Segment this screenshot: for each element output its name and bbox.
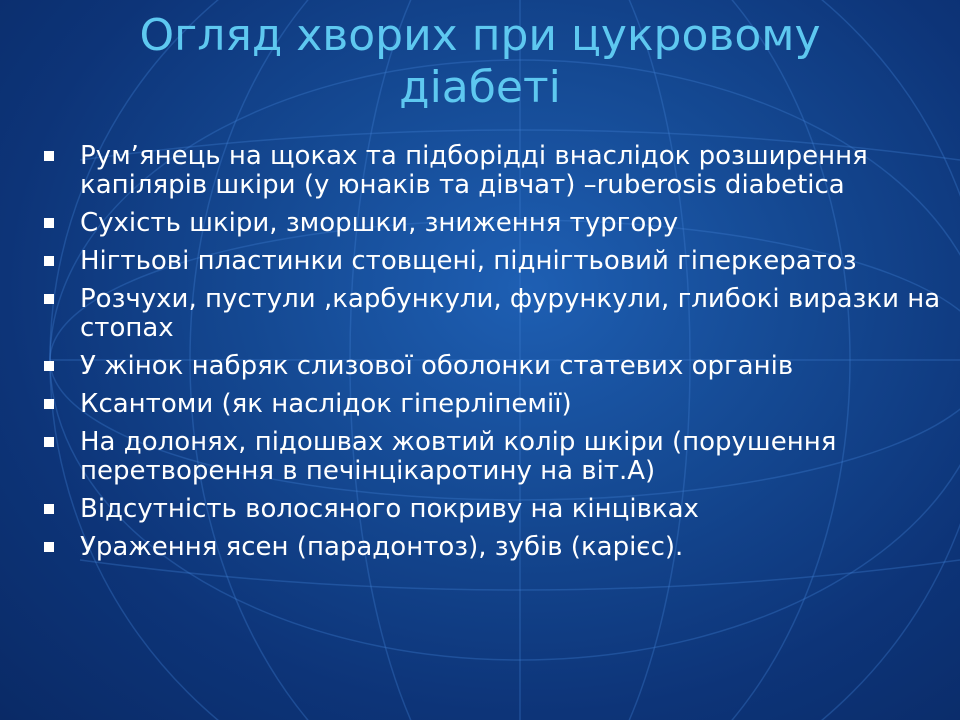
- bullet-item: [44, 247, 944, 276]
- bullet-item: [44, 428, 944, 486]
- square-bullet-icon: [44, 504, 54, 514]
- square-bullet-icon: [44, 256, 54, 266]
- bullet-text: Сухість шкіри, зморшки, зниження тургору: [80, 208, 679, 238]
- bullet-item: [44, 352, 944, 381]
- square-bullet-icon: [44, 151, 54, 161]
- bullet-text: На долонях, підошвах жовтий колір шкіри (порушення перетворення в печінцікаротину на віт.А): [80, 427, 837, 486]
- square-bullet-icon: [44, 218, 54, 228]
- square-bullet-icon: [44, 437, 54, 447]
- bullet-item: [44, 285, 944, 343]
- bullet-text: Ураження ясен (парадонтоз), зубів (карієс).: [80, 532, 684, 562]
- slide-title: [0, 10, 960, 114]
- bullet-item: [44, 495, 944, 524]
- bullet-item: [44, 533, 944, 562]
- square-bullet-icon: [44, 542, 54, 552]
- slide-title-line-2: діабеті: [399, 62, 561, 113]
- bullet-item: [44, 142, 944, 200]
- bullet-list: [44, 142, 944, 571]
- bullet-text: Розчухи, пустули ,карбункули, фурункули, глибокі виразки на стопах: [80, 284, 941, 343]
- slide-title-line-1: Огляд хворих при цукровому: [139, 10, 821, 61]
- bullet-text: У жінок набряк слизової оболонки статевих органів: [80, 351, 794, 381]
- bullet-text: Ксантоми (як наслідок гіперліпемії): [80, 389, 572, 419]
- bullet-item: [44, 390, 944, 419]
- square-bullet-icon: [44, 399, 54, 409]
- bullet-text: Рум’янець на щоках та підборідді внаслідок розширення капілярів шкіри (у юнаків та дівчат) –ruberosis diabetica: [80, 141, 868, 200]
- square-bullet-icon: [44, 361, 54, 371]
- bullet-text: Нігтьові пластинки стовщені, піднігтьовий гіперкератоз: [80, 246, 857, 276]
- bullet-item: [44, 209, 944, 238]
- bullet-text: Відсутність волосяного покриву на кінцівках: [80, 494, 699, 524]
- square-bullet-icon: [44, 294, 54, 304]
